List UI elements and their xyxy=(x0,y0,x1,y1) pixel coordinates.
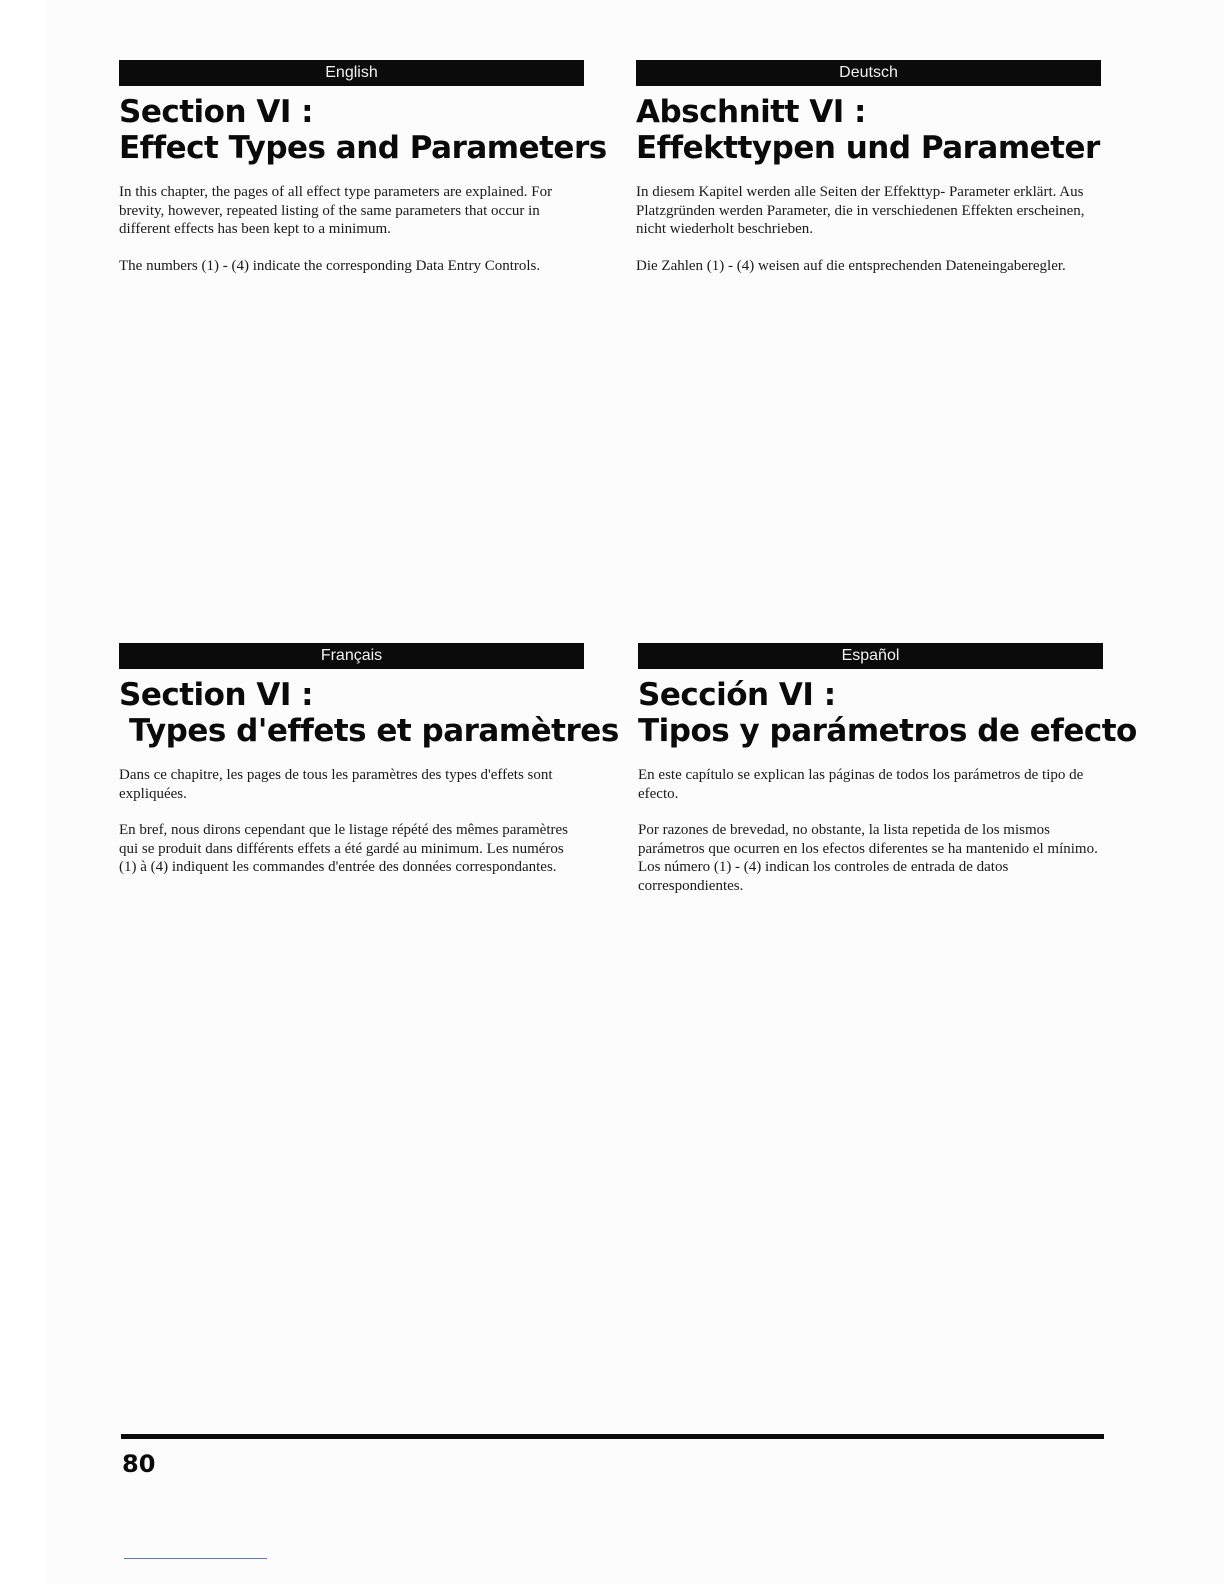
paragraph-numbers: Por razones de brevedad, no obstante, la lista repetida de los mismos parámetros que ocurren en los efectos diferentes se ha mantenido el mínimo. Los número (1) - (4) indican los controles de entrada de datos correspondientes. xyxy=(638,822,1098,894)
section-title-line1: Section VI : xyxy=(119,677,314,713)
paragraph-numbers: The numbers (1) - (4) indicate the corresponding Data Entry Controls. xyxy=(119,257,541,274)
section-title-line1: Abschnitt VI : xyxy=(636,94,866,130)
paragraph-numbers: En bref, nous dirons cependant que le listage répété des mêmes paramètres qui se produit dans différents effets a été gardé au minimum. Les numéros (1) à (4) indiquent les commandes d'entrée des données correspondantes. xyxy=(119,822,568,875)
section-francais xyxy=(119,643,619,877)
section-espanol xyxy=(638,643,1137,895)
section-title-line2: Tipos y parámetros de efecto xyxy=(638,713,1137,749)
section-title-line2: Effekttypen und Parameter xyxy=(636,130,1100,166)
footer-rule xyxy=(121,1434,1104,1439)
paragraph-intro: Dans ce chapitre, les pages de tous les paramètres des types d'effets sont expliquées. xyxy=(119,767,553,802)
section-title-english xyxy=(119,94,607,166)
bottom-edge-line xyxy=(124,1558,267,1559)
section-title-francais xyxy=(119,677,619,749)
section-title-deutsch xyxy=(636,94,1101,166)
section-title-line1: Sección VI : xyxy=(638,677,836,713)
language-bar-espanol: Español xyxy=(638,643,1103,669)
paragraph-intro: En este capítulo se explican las páginas de todos los parámetros de tipo de efecto. xyxy=(638,767,1084,802)
paragraph-numbers: Die Zahlen (1) - (4) weisen auf die entsprechenden Dateneingaberegler. xyxy=(636,257,1066,274)
section-title-line1: Section VI : xyxy=(119,94,314,130)
paragraph-intro: In diesem Kapitel werden alle Seiten der Effekttyp- Parameter erklärt. Aus Platzgründen werden Parameter, die in verschiedenen Effekten erscheinen, nicht wiederholt beschrieben. xyxy=(636,184,1085,237)
section-title-line2: Effect Types and Parameters xyxy=(119,130,607,166)
language-bar-deutsch: Deutsch xyxy=(636,60,1101,86)
section-deutsch xyxy=(636,60,1101,275)
section-title-espanol xyxy=(638,677,1137,749)
page-number: 80 xyxy=(122,1450,156,1478)
section-title-line2: Types d'effets et paramètres xyxy=(129,713,619,749)
paragraph-intro: In this chapter, the pages of all effect type parameters are explained. For brevity, however, repeated listing of the same parameters that occur in different effects has been kept to a minimum. xyxy=(119,184,553,237)
section-english xyxy=(119,60,607,275)
language-bar-francais: Français xyxy=(119,643,584,669)
language-bar-english: English xyxy=(119,60,584,86)
